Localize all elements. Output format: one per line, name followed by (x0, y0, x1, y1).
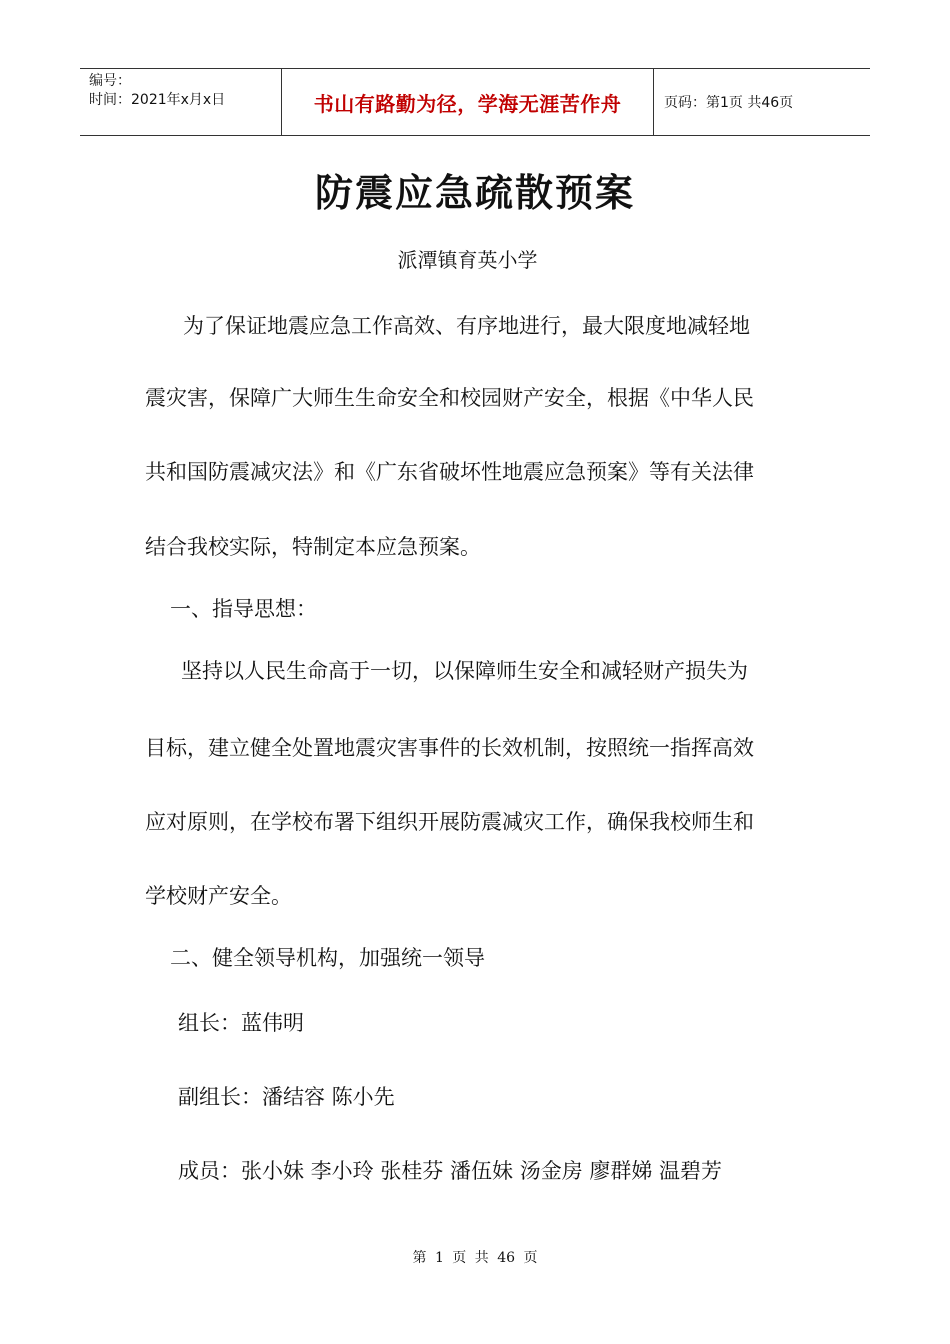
body-line: 目标，建立健全处置地震灾害事件的长效机制，按照统一指挥高效 (145, 736, 754, 760)
body-line: 为了保证地震应急工作高效、有序地进行，最大限度地减轻地 (183, 314, 750, 338)
body-line: 坚持以人民生命高于一切，以保障师生安全和减轻财产损失为 (181, 659, 748, 683)
header-motto: 书山有路勤为径，学海无涯苦作舟 (313, 91, 622, 116)
body-line: 学校财产安全。 (145, 884, 292, 908)
number-label: 编号： (89, 73, 131, 89)
section-heading: 二、健全领导机构，加强统一领导 (170, 946, 485, 970)
page-info-cell (654, 69, 870, 135)
deputy-leader-line: 副组长：潘结容 陈小先 (178, 1085, 395, 1109)
body-line: 共和国防震减灾法》和《广东省破坏性地震应急预案》等有关法律 (145, 460, 754, 484)
page-footer: 第 1 页 共 46 页 (412, 1250, 538, 1266)
document-header (80, 68, 870, 136)
leader-line: 组长：蓝伟明 (178, 1011, 304, 1035)
body-line: 结合我校实际，特制定本应急预案。 (145, 535, 481, 559)
document-title: 防震应急疏散预案 (314, 171, 635, 215)
motto-cell (282, 69, 654, 135)
date-label: 时间：2021年x月x日 (89, 92, 226, 108)
header-meta-cell (80, 69, 282, 135)
document-subtitle: 派潭镇育英小学 (397, 248, 538, 272)
section-heading: 一、指导思想： (170, 597, 317, 621)
body-line: 应对原则，在学校布署下组织开展防震减灾工作，确保我校师生和 (145, 810, 754, 834)
body-line: 震灾害，保障广大师生生命安全和校园财产安全，根据《中华人民 (145, 386, 754, 410)
header-page-info: 页码：第1页 共46页 (664, 95, 794, 111)
members-line: 成员：张小妹 李小玲 张桂芬 潘伍妹 汤金房 廖群娣 温碧芳 (178, 1159, 723, 1183)
